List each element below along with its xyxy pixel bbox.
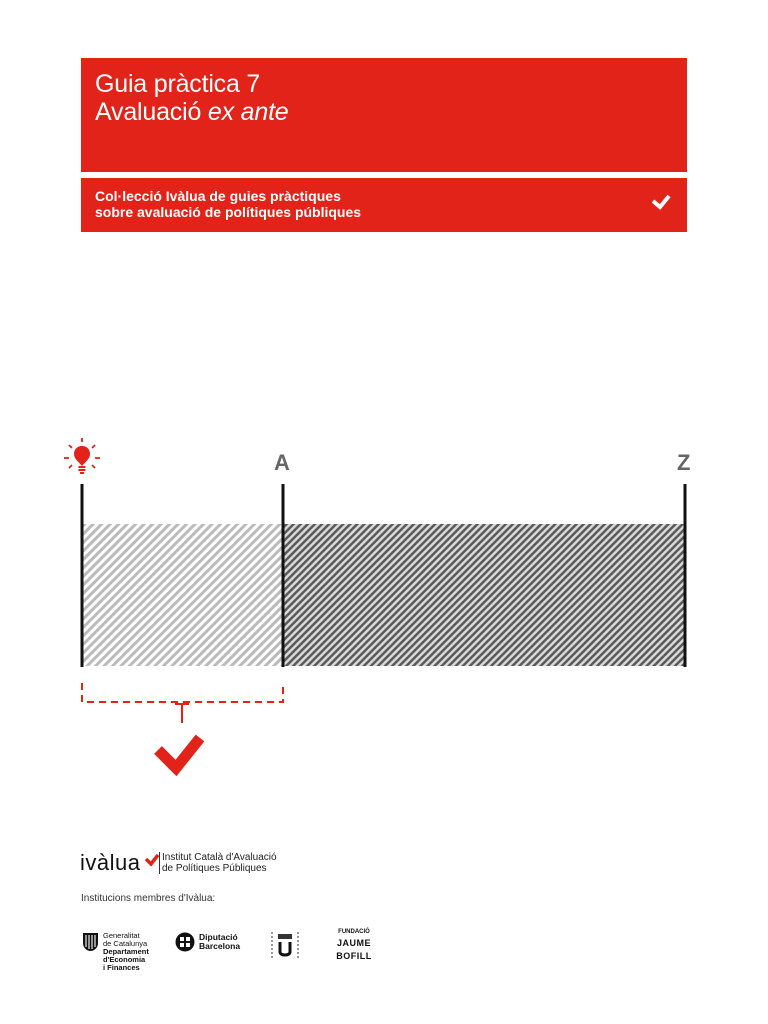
checkmark-icon bbox=[158, 738, 200, 768]
university-logo-icon bbox=[270, 928, 300, 962]
collection-line1: Col·lecció Ivàlua de guies pràctiques bbox=[95, 188, 341, 204]
logo-divider bbox=[159, 852, 160, 874]
guide-title: Guia pràctica 7 bbox=[95, 70, 261, 98]
diputacio-emblem-icon bbox=[175, 932, 195, 952]
ivalua-check-icon bbox=[145, 853, 159, 867]
institute-line2: de Polítiques Públiques bbox=[162, 863, 267, 874]
fundacio-line1: FUNDACIÓ bbox=[338, 929, 370, 935]
generalitat-emblem-icon bbox=[81, 932, 100, 952]
generalitat-line3: Departament bbox=[103, 947, 149, 956]
ex-ante-bracket bbox=[82, 683, 283, 702]
lightbulb-icon bbox=[64, 438, 100, 474]
diputacio-line2: Barcelona bbox=[199, 941, 241, 951]
collection-banner bbox=[81, 178, 687, 232]
marker-a-label: A bbox=[274, 450, 290, 475]
implementation-phase-area bbox=[284, 524, 685, 666]
timeline-diagram bbox=[0, 420, 768, 800]
ex-ante-phase-area bbox=[82, 524, 283, 666]
title-italic: ex ante bbox=[207, 98, 289, 126]
institute-name bbox=[162, 852, 277, 874]
generalitat-line2: de Catalunya bbox=[103, 939, 148, 948]
fundacio-line2: JAUME bbox=[336, 938, 371, 948]
generalitat-line5: i Finances bbox=[103, 963, 140, 972]
guide-subtitle-title bbox=[95, 98, 687, 126]
generalitat-line1: Generalitat bbox=[103, 931, 140, 940]
title-banner bbox=[81, 58, 687, 172]
fundacio-line3: BOFILL bbox=[336, 951, 372, 961]
checkmark-icon bbox=[651, 193, 671, 211]
generalitat-line4: d'Economia bbox=[103, 955, 146, 964]
ivalua-logo-text: ivàlua bbox=[80, 850, 141, 875]
title-prefix: Avaluació bbox=[95, 98, 208, 126]
collection-line2: sobre avaluació de polítiques públiques bbox=[95, 204, 362, 220]
institute-line1: Institut Català d'Avaluació bbox=[162, 852, 277, 863]
diputacio-line1: Diputació bbox=[199, 932, 238, 942]
marker-z-label: Z bbox=[677, 450, 691, 475]
members-label: Institucions membres d'Ivàlua: bbox=[81, 893, 216, 904]
fundacio-bofill-logo bbox=[331, 929, 377, 961]
